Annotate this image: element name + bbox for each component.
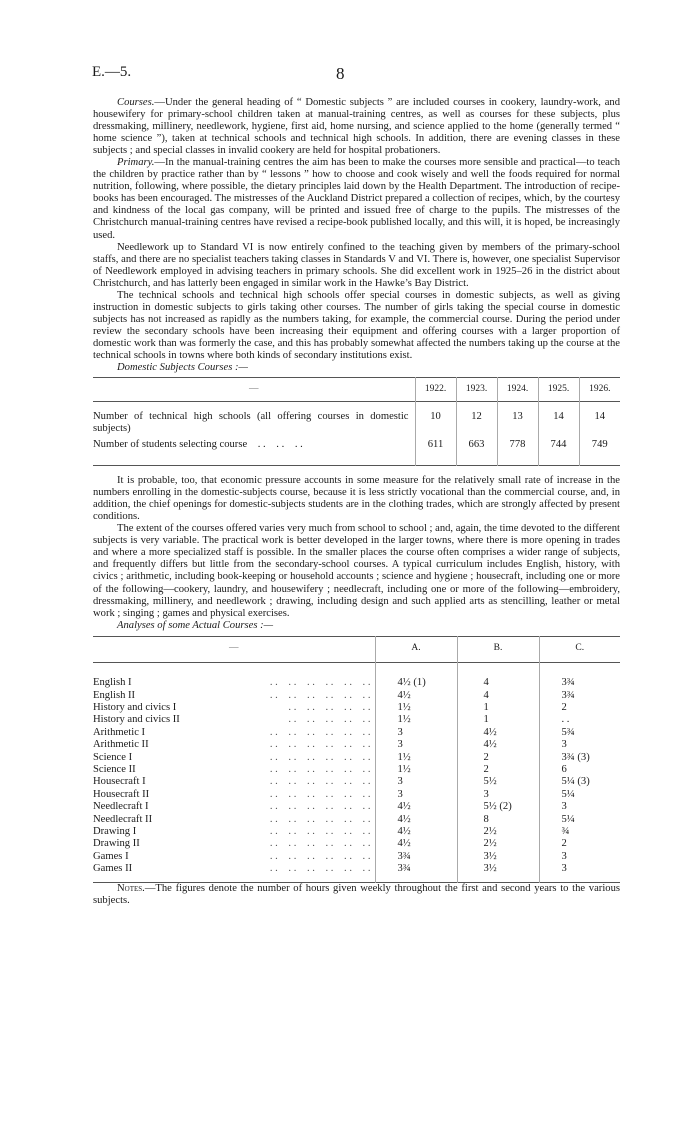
subject-name: Needlecraft I (93, 801, 149, 813)
leader-dots: . . . . . . . . . . . . (269, 850, 371, 862)
leader-dots: . . . . . . . . . . . . (269, 689, 371, 701)
row-label (93, 801, 375, 813)
cell-b: 4½ (457, 727, 539, 739)
cell-a: 4½ (375, 690, 457, 702)
subject-name: English I (93, 677, 132, 689)
row-label (93, 789, 375, 801)
leader-dots: . . . . . . . . . . . . (269, 838, 371, 850)
leader-dots: . . . . . . . . . . . . (269, 825, 371, 837)
cell-a: 1½ (375, 714, 457, 726)
primary-text: —In the manual-training centres the aim has been to make the courses more sensible and practical—to teach the children by practice rather than by “ lessons ” how to choose and cook wisely and well the foods required for normal nutrition, following, where possible, the dietary principles laid down by the Health Department. The introduction of recipe-books has been encouraged. The mistresses of the Auckland District prepared a collection of recipes, which, by the courtesy and kindness of the local gas company, will be printed and issued free of charge to the pupils. The mistresses of the Christchurch manual-training centres have revised a recipe-book published locally, and this will, it is hoped, be increasingly used. (93, 157, 620, 241)
cell-a: 4½ (375, 814, 457, 826)
cell: 749 (579, 435, 620, 466)
subject-name: Housecraft II (93, 788, 150, 800)
cell-b: 3 (457, 789, 539, 801)
domestic-courses-table (93, 377, 620, 466)
row-label (93, 739, 375, 751)
cell-c: 3 (539, 801, 620, 813)
cell-a: 3¾ (375, 863, 457, 882)
cell-a: 4½ (375, 838, 457, 850)
leader-dots: . . . . . . . . . . . . (269, 788, 371, 800)
cell-b: 2½ (457, 826, 539, 838)
table1-year: 1924. (497, 378, 538, 402)
table-row (93, 739, 620, 751)
table-row (93, 851, 620, 863)
subject-name: Science I (93, 751, 133, 763)
table-row (93, 714, 620, 726)
leader-dots: . . . . . . . . . . . . (269, 801, 371, 813)
table1-header-row (93, 378, 620, 402)
paragraph-needlework: Needlework up to Standard VI is now entirely confined to the teaching given by members of the primary-school staffs, and there are no specialist teachers taking classes in Standards V and VI. There is, however, one specialist Supervisor of Needlework employed in advising teachers in primary schools. She did excellent work in 1925–26 in the district about Christchurch, and has latterly been engaged in similar work in the Hawke’s Bay District. (93, 241, 620, 289)
cell-c: 5¾ (539, 727, 620, 739)
table1-year: 1923. (456, 378, 497, 402)
paragraph-extent: The extent of the courses offered varies very much from school to school ; and, again, the time devoted to the different subjects is very variable. The practical work is better developed in the larger towns, where there is more opening in trades and where a more specialized staff is possible. In the smaller places the course often comprises a wider range of subjects, and frequently differs but little from the secondary-school courses. A typical curriculum includes English, history, with civics ; arithmetic, including book-keeping or household accounts ; science and hygiene ; housecraft, including one or more of the following—cookery, laundry, and housewifery ; needlecraft, including one or more of the following—embroidery, dressmaking, millinery, and needlework ; drawing, including design and such applied arts as stencilling, leather or metal work ; singing ; games and physical exercises. (93, 523, 620, 619)
leader-dots: . . . . . . . . . . . . (269, 776, 371, 788)
courses-heading: Courses. (117, 97, 155, 108)
cell-c: 3¾ (539, 663, 620, 690)
cell-b: 2½ (457, 838, 539, 850)
cell: 14 (579, 402, 620, 436)
cell-a: 1½ (375, 764, 457, 776)
courses-text: —Under the general heading of “ Domestic subjects ” are included courses in cookery, laundry-work, and housewifery for primary-school children taken at manual-training centres, as well as courses for these subjects, plus dressmaking, millinery, needlework, hygiene, first aid, home nursing, and science applied to the home (generally termed “ home science ”), taken at technical schools and technical high schools. In addition, there are evening classes in these subjects ; and special classes in invalid cookery are held for hospital probationers. (93, 97, 620, 157)
row-label (93, 702, 375, 714)
column-header-b: B. (457, 636, 539, 662)
column-header-a: A. (375, 636, 457, 662)
table-row (93, 690, 620, 702)
cell-a: 4½ (375, 826, 457, 838)
leader-dots: . . . . . . . . . . . . (269, 739, 371, 751)
table1-year: 1925. (538, 378, 579, 402)
paragraph-technical: The technical schools and technical high schools offer special courses in domestic subjects, as well as giving instruction in domestic subjects to girls taking other courses. The number of girls taking the special course in domestic subjects has not increased as rapidly as the numbers taking, for example, the commercial course. During the period under review the secondary schools have been increasing their equipment and offering courses with a larger proportion of domestic work than was formerly the case, and this has probably somewhat affected the numbers taking up the course at the technical schools in towns where both kinds of secondary institutions exist. (93, 289, 620, 361)
cell-b: 1 (457, 702, 539, 714)
cell-c: 5¼ (3) (539, 776, 620, 788)
cell: 611 (415, 435, 456, 466)
document-body (93, 97, 620, 907)
row-label: Number of students selecting course . . . . . . (93, 439, 303, 451)
row-label (93, 727, 375, 739)
cell-b: 4 (457, 663, 539, 690)
table-row (93, 435, 620, 466)
leader-dots: . . . . . . . . . . . . (269, 863, 371, 875)
cell-c: ¾ (539, 826, 620, 838)
cell-b: 1 (457, 714, 539, 726)
row-label (93, 714, 375, 726)
table-row (93, 789, 620, 801)
cell-b: 4½ (457, 739, 539, 751)
row-label (93, 776, 375, 788)
cell-b: 4 (457, 690, 539, 702)
subject-name: History and civics II (93, 714, 180, 726)
table-row (93, 764, 620, 776)
table-row (93, 727, 620, 739)
cell-c: . . (539, 714, 620, 726)
table2-body (93, 663, 620, 883)
table2-caption: Analyses of some Actual Courses :— (117, 619, 274, 631)
table-row (93, 863, 620, 882)
course-analyses-table (93, 636, 620, 883)
leader-dots: . . . . . . . . . . (288, 701, 371, 713)
subject-name: English II (93, 689, 136, 701)
cell-c: 3 (539, 739, 620, 751)
notes-label: Notes. (117, 882, 145, 894)
subject-name: Housecraft I (93, 776, 146, 788)
cell-b: 2 (457, 752, 539, 764)
cell: 744 (538, 435, 579, 466)
cell-b: 8 (457, 814, 539, 826)
table2-corner: — (229, 642, 239, 653)
subject-name: Arithmetic I (93, 726, 146, 738)
cell-c: 6 (539, 764, 620, 776)
cell-a: 3¾ (375, 851, 457, 863)
cell-b: 3½ (457, 851, 539, 863)
table-row (93, 752, 620, 764)
page-number: 8 (336, 64, 345, 83)
cell-a: 4½ (375, 801, 457, 813)
cell-b: 5½ (2) (457, 801, 539, 813)
cell-b: 3½ (457, 863, 539, 882)
table1-corner: — (249, 384, 259, 395)
table-row (93, 826, 620, 838)
paragraph-courses (93, 97, 620, 157)
cell-a: 3 (375, 789, 457, 801)
subject-name: Arithmetic II (93, 739, 149, 751)
notes-text: —The figures denote the number of hours given weekly throughout the first and second years to the various subjects. (93, 882, 620, 906)
leader-dots: . . . . . . . . . . . . (269, 751, 371, 763)
table-row (93, 663, 620, 690)
cell: 14 (538, 402, 579, 436)
row-label (93, 690, 375, 702)
cell-b: 2 (457, 764, 539, 776)
row-label (93, 863, 375, 882)
leader-dots: . . . . . . . . . . . . (269, 763, 371, 775)
table1-year: 1926. (579, 378, 620, 402)
cell-c: 3 (539, 863, 620, 882)
cell-c: 3¾ (539, 690, 620, 702)
table1-caption: Domestic Subjects Courses :— (117, 362, 248, 374)
leader-dots: . . . . . . . . . . . . (269, 677, 371, 689)
cell-c: 5¼ (539, 789, 620, 801)
row-label: Number of technical high schools (all offering courses in domestic subjects) (93, 411, 409, 435)
page-reference: E.—5. (92, 64, 132, 80)
leader-dots: . . . . . . . . . . . . (269, 813, 371, 825)
cell-a: 4½ (1) (375, 663, 457, 690)
subject-name: Games II (93, 863, 133, 875)
table1-year: 1922. (415, 378, 456, 402)
row-label (93, 826, 375, 838)
cell-c: 3 (539, 851, 620, 863)
paragraph-economic: It is probable, too, that economic pressure accounts in some measure for the relatively small rate of increase in the numbers enrolling in the domestic-subjects course, because it is less strictly vocational than the commercial course, and, in addition, the chief openings for domestic-subjects students are in the clothing trades, which are strongly affected by present conditions. (93, 475, 620, 523)
table-row (93, 801, 620, 813)
subject-name: Science II (93, 763, 136, 775)
row-label (93, 814, 375, 826)
table-row (93, 776, 620, 788)
cell-a: 3 (375, 776, 457, 788)
cell-a: 1½ (375, 702, 457, 714)
leader-dots: . . . . . . . . . . (288, 714, 371, 726)
row-label (93, 838, 375, 850)
cell-c: 3¾ (3) (539, 752, 620, 764)
cell-c: 2 (539, 702, 620, 714)
cell-a: 1½ (375, 752, 457, 764)
primary-heading: Primary. (117, 157, 155, 169)
subject-name: History and civics I (93, 701, 177, 713)
row-label (93, 752, 375, 764)
leader-dots: . . . . . . . . . . . . (269, 726, 371, 738)
subject-name: Games I (93, 850, 129, 862)
table-row (93, 838, 620, 850)
cell: 13 (497, 402, 538, 436)
subject-name: Drawing II (93, 838, 140, 850)
table-row (93, 702, 620, 714)
notes (93, 883, 620, 907)
paragraph-primary (93, 157, 620, 241)
cell-b: 5½ (457, 776, 539, 788)
cell: 778 (497, 435, 538, 466)
column-header-c: C. (539, 636, 620, 662)
cell-a: 3 (375, 727, 457, 739)
cell: 12 (456, 402, 497, 436)
cell: 10 (415, 402, 456, 436)
row-label (93, 851, 375, 863)
table-row (93, 402, 620, 436)
cell-a: 3 (375, 739, 457, 751)
cell-c: 2 (539, 838, 620, 850)
subject-name: Drawing I (93, 825, 137, 837)
table-row (93, 814, 620, 826)
row-label (93, 764, 375, 776)
cell: 663 (456, 435, 497, 466)
subject-name: Needlecraft II (93, 813, 153, 825)
cell-c: 5¼ (539, 814, 620, 826)
row-label (93, 663, 375, 690)
table2-header-row (93, 636, 620, 662)
